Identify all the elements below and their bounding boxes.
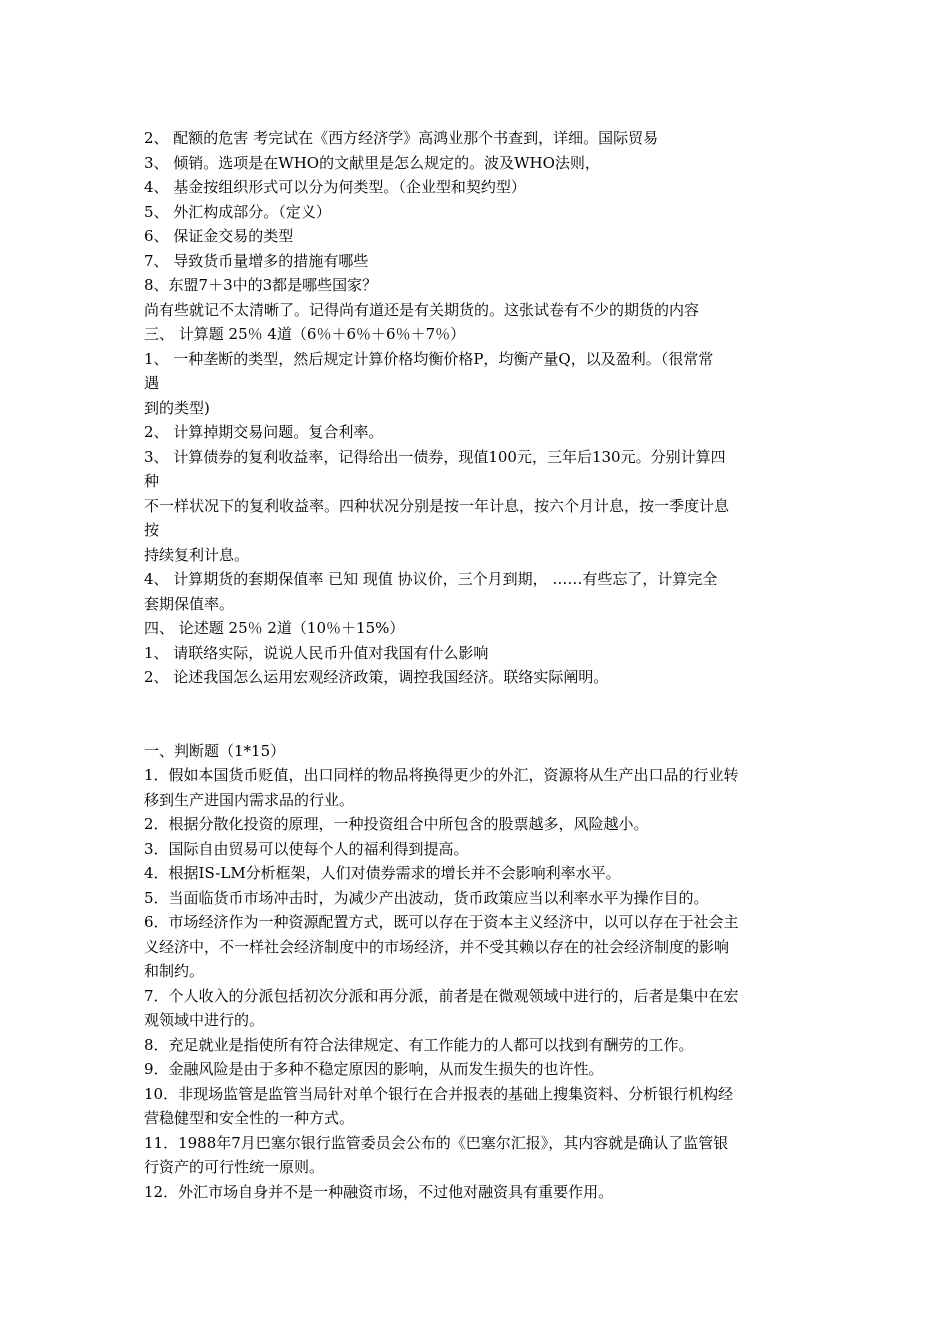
exam-recall-section [144, 126, 808, 690]
text-line: 种 [144, 472, 160, 490]
text-line: 5、 外汇构成部分。（定义） [144, 202, 331, 221]
text-line: 不一样状况下的复利收益率。四种状况分别是按一年计息，按六个月计息，按一季度计息 [144, 496, 730, 515]
text-line: 7、 导致货币量增多的措施有哪些 [144, 251, 369, 270]
text-line: 观领域中进行的。 [144, 1011, 265, 1029]
document-page [144, 126, 808, 1204]
section-heading: 一、判断题（1*15） [144, 741, 286, 760]
text-line: 10．非现场监管是监管当局针对单个银行在合并报表的基础上搜集资料、分析银行机构经 [144, 1084, 734, 1103]
text-line: 义经济中，不一样社会经济制度中的市场经济，并不受其赖以存在的社会经济制度的影响 [144, 937, 730, 956]
text-line: 2、 配额的危害 考完试在《西方经济学》高鸿业那个书查到，详细。国际贸易 [144, 129, 659, 147]
text-line: 遇 [144, 374, 160, 392]
section-heading: 三、 计算题 25％ 4道（6％＋6％＋6％＋7％） [144, 325, 466, 343]
text-line: 8．充足就业是指使所有符合法律规定、有工作能力的人都可以找到有酬劳的工作。 [144, 1035, 694, 1054]
paragraph-gap [144, 690, 808, 739]
text-line: 4．根据IS-LM分析框架，人们对债券需求的增长并不会影响利率水平。 [144, 864, 621, 882]
true-false-section [144, 739, 808, 1205]
text-line: 1、 请联络实际，说说人民币升值对我国有什么影响 [144, 643, 489, 662]
section-heading: 四、 论述题 25％ 2道（10％＋15%） [144, 619, 405, 637]
text-line: 3、 计算债券的复利收益率，记得给出一债券，现值100元，三年后130元。分别计算四 [144, 447, 726, 466]
text-line: 3、 倾销。选项是在WHO的文献里是怎么规定的。波及WHO法则， [144, 153, 600, 172]
text-line: 2．根据分散化投资的原理，一种投资组合中所包含的股票越多，风险越小。 [144, 815, 649, 833]
text-line: 和制约。 [144, 962, 205, 980]
text-line: 4、 计算期货的套期保值率 已知 现值 协议价，三个月到期， ……有些忘了，计算完全 [144, 570, 718, 588]
text-line: 到的类型) [144, 398, 210, 417]
text-line: 5．当面临货币市场冲击时，为减少产出波动，货币政策应当以利率水平为操作目的。 [144, 888, 709, 907]
text-line: 3．国际自由贸易可以使每个人的福利得到提高。 [144, 839, 469, 858]
text-line: 9．金融风险是由于多种不稳定原因的影响，从而发生损失的也许性。 [144, 1060, 604, 1078]
text-line: 移到生产进国内需求品的行业。 [144, 790, 355, 809]
text-line: 套期保值率。 [144, 594, 235, 613]
text-line: 按 [144, 521, 160, 539]
text-line: 12．外汇市场自身并不是一种融资市场，不过他对融资具有重要作用。 [144, 1182, 614, 1201]
text-line: 11．1988年7月巴塞尔银行监管委员会公布的《巴塞尔汇报》，其内容就是确认了监管银 [144, 1133, 729, 1152]
text-line: 营稳健型和安全性的一种方式。 [144, 1109, 355, 1127]
text-line: 4、 基金按组织形式可以分为何类型。（企业型和契约型） [144, 178, 526, 196]
text-line: 8、东盟7＋3中的3都是哪些国家？ [144, 276, 378, 294]
text-line: 行资产的可行性统一原则。 [144, 1158, 325, 1176]
text-line: 6、 保证金交易的类型 [144, 227, 294, 245]
text-line: 2、 计算掉期交易问题。复合利率。 [144, 423, 384, 441]
text-line: 1．假如本国货币贬值，出口同样的物品将换得更少的外汇，资源将从生产出口品的行业转 [144, 766, 739, 784]
text-line: 2、 论述我国怎么运用宏观经济政策，调控我国经济。联络实际阐明。 [144, 668, 609, 686]
text-line: 持续复利计息。 [144, 545, 250, 564]
text-line: 1、 一种垄断的类型，然后规定计算价格均衡价格P，均衡产量Q，以及盈利。（很常常 [144, 349, 714, 368]
text-line: 7．个人收入的分派包括初次分派和再分派，前者是在微观领域中进行的，后者是集中在宏 [144, 986, 739, 1005]
text-line: 尚有些就记不太清晰了。记得尚有道还是有关期货的。这张试卷有不少的期货的内容 [144, 300, 700, 319]
text-line: 6．市场经济作为一种资源配置方式，既可以存在于资本主义经济中，以可以存在于社会主 [144, 913, 739, 931]
